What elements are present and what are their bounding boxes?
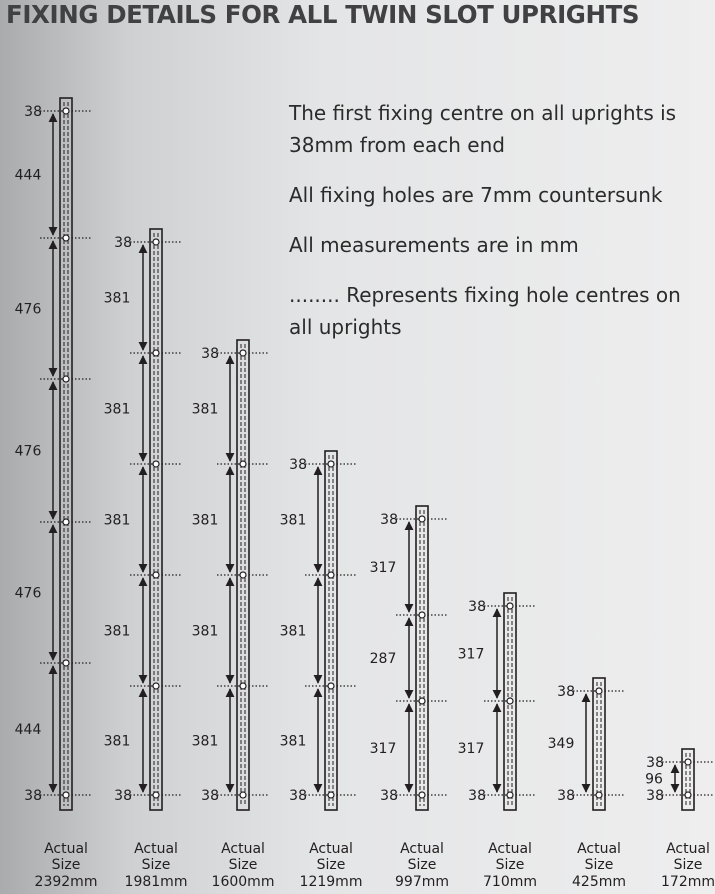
fixing-hole (507, 698, 513, 704)
fixing-hole (63, 108, 69, 114)
upright-bar (150, 229, 162, 810)
spacing-label: 317 (457, 741, 485, 757)
caption-length: 2392mm (34, 874, 98, 890)
spacing-label: 349 (547, 736, 575, 752)
spacing-label: 317 (369, 560, 397, 576)
fixing-hole (63, 792, 69, 798)
fixing-hole (328, 792, 334, 798)
end-label-bottom: 38 (114, 788, 132, 804)
end-label-bottom: 38 (468, 788, 486, 804)
fixing-hole (153, 683, 159, 689)
spacing-label: 381 (103, 512, 131, 529)
caption-length: 425mm (572, 874, 626, 890)
caption-size: Size (316, 857, 346, 873)
caption-length: 1981mm (124, 874, 188, 890)
fixing-hole (153, 792, 159, 798)
fixing-hole (328, 683, 334, 689)
note-dotted-legend: ........ Represents fixing hole centres on all uprights (289, 283, 681, 339)
spacing-label: 96 (645, 771, 663, 788)
page-title: FIXING DETAILS FOR ALL TWIN SLOT UPRIGHTS (6, 0, 640, 29)
end-label-top: 38 (646, 755, 664, 771)
spacing-label: 381 (191, 401, 219, 418)
fixing-hole (153, 461, 159, 467)
fixing-hole (419, 612, 425, 618)
spacing-label: 476 (14, 301, 42, 318)
caption-actual: Actual (221, 841, 265, 857)
fixing-hole (596, 688, 602, 694)
spacing-label: 381 (279, 512, 307, 529)
upright-bar (325, 451, 337, 810)
fixing-hole (63, 660, 69, 666)
fixing-hole (240, 572, 246, 578)
spacing-label: 444 (14, 167, 42, 184)
end-label-top: 38 (557, 684, 575, 700)
caption-actual: Actual (309, 841, 353, 857)
caption-actual: Actual (488, 841, 532, 857)
spacing-label: 476 (14, 443, 42, 460)
spacing-label: 317 (457, 646, 485, 663)
end-label-bottom: 38 (289, 788, 307, 804)
caption-length: 1219mm (299, 874, 363, 890)
note-units: All measurements are in mm (289, 233, 579, 257)
fixing-hole (419, 516, 425, 522)
caption-actual: Actual (577, 841, 621, 857)
fixing-hole (240, 461, 246, 467)
caption-length: 172mm (661, 874, 715, 890)
fixing-hole (419, 698, 425, 704)
end-label-top: 38 (201, 346, 219, 362)
spacing-label: 381 (279, 623, 307, 640)
caption-actual: Actual (134, 841, 178, 857)
fixing-hole (63, 519, 69, 525)
spacing-label: 381 (279, 733, 307, 750)
end-label-bottom: 38 (557, 788, 575, 804)
caption-size: Size (407, 857, 437, 873)
spacing-label: 287 (369, 651, 397, 667)
spacing-label: 381 (103, 401, 131, 418)
caption-length: 710mm (483, 874, 537, 890)
caption-length: 997mm (395, 874, 449, 890)
fixing-hole (328, 461, 334, 467)
fixing-hole (507, 603, 513, 609)
caption-actual: Actual (400, 841, 444, 857)
upright-bar (593, 678, 605, 810)
fixing-hole (153, 350, 159, 356)
spacing-label: 381 (191, 623, 219, 640)
end-label-bottom: 38 (646, 788, 664, 804)
spacing-label: 381 (103, 290, 131, 307)
end-label-bottom: 38 (201, 788, 219, 804)
spacing-label: 381 (191, 512, 219, 529)
caption-size: Size (228, 857, 258, 873)
fixing-hole (685, 792, 691, 798)
spacing-label: 444 (14, 722, 42, 738)
fixing-hole (507, 792, 513, 798)
fixing-hole (153, 239, 159, 245)
spacing-label: 317 (369, 741, 397, 757)
end-label-bottom: 38 (380, 788, 398, 804)
fixing-hole (240, 350, 246, 356)
upright-bar (416, 506, 428, 810)
fixing-hole (240, 683, 246, 689)
fixing-hole (685, 759, 691, 765)
caption-length: 1600mm (211, 874, 275, 890)
spacing-label: 381 (103, 623, 131, 640)
caption-size: Size (141, 857, 171, 873)
end-label-top: 38 (380, 512, 398, 528)
spacing-label: 476 (14, 585, 42, 602)
fixing-hole (63, 235, 69, 241)
caption-size: Size (495, 857, 525, 873)
fixing-hole (596, 792, 602, 798)
fixing-hole (328, 572, 334, 578)
caption-actual: Actual (44, 841, 88, 857)
spacing-label: 381 (191, 733, 219, 750)
fixing-hole (153, 572, 159, 578)
note-countersunk: All fixing holes are 7mm countersunk (289, 183, 663, 207)
note-first-fixing: The first fixing centre on all uprights is 38mm from each end (289, 101, 677, 157)
spacing-label: 381 (103, 733, 131, 750)
upright-bar (682, 749, 694, 810)
caption-size: Size (673, 857, 703, 873)
upright-bar (60, 98, 72, 810)
caption-size: Size (584, 857, 614, 873)
end-label-bottom: 38 (24, 788, 42, 804)
end-label-top: 38 (114, 235, 132, 251)
end-label-top: 38 (468, 599, 486, 615)
fixing-hole (419, 792, 425, 798)
caption-size: Size (51, 857, 81, 873)
caption-actual: Actual (666, 841, 710, 857)
end-label-top: 38 (289, 457, 307, 473)
fixing-hole (240, 792, 246, 798)
end-label-top: 38 (24, 104, 42, 120)
fixing-hole (63, 376, 69, 382)
